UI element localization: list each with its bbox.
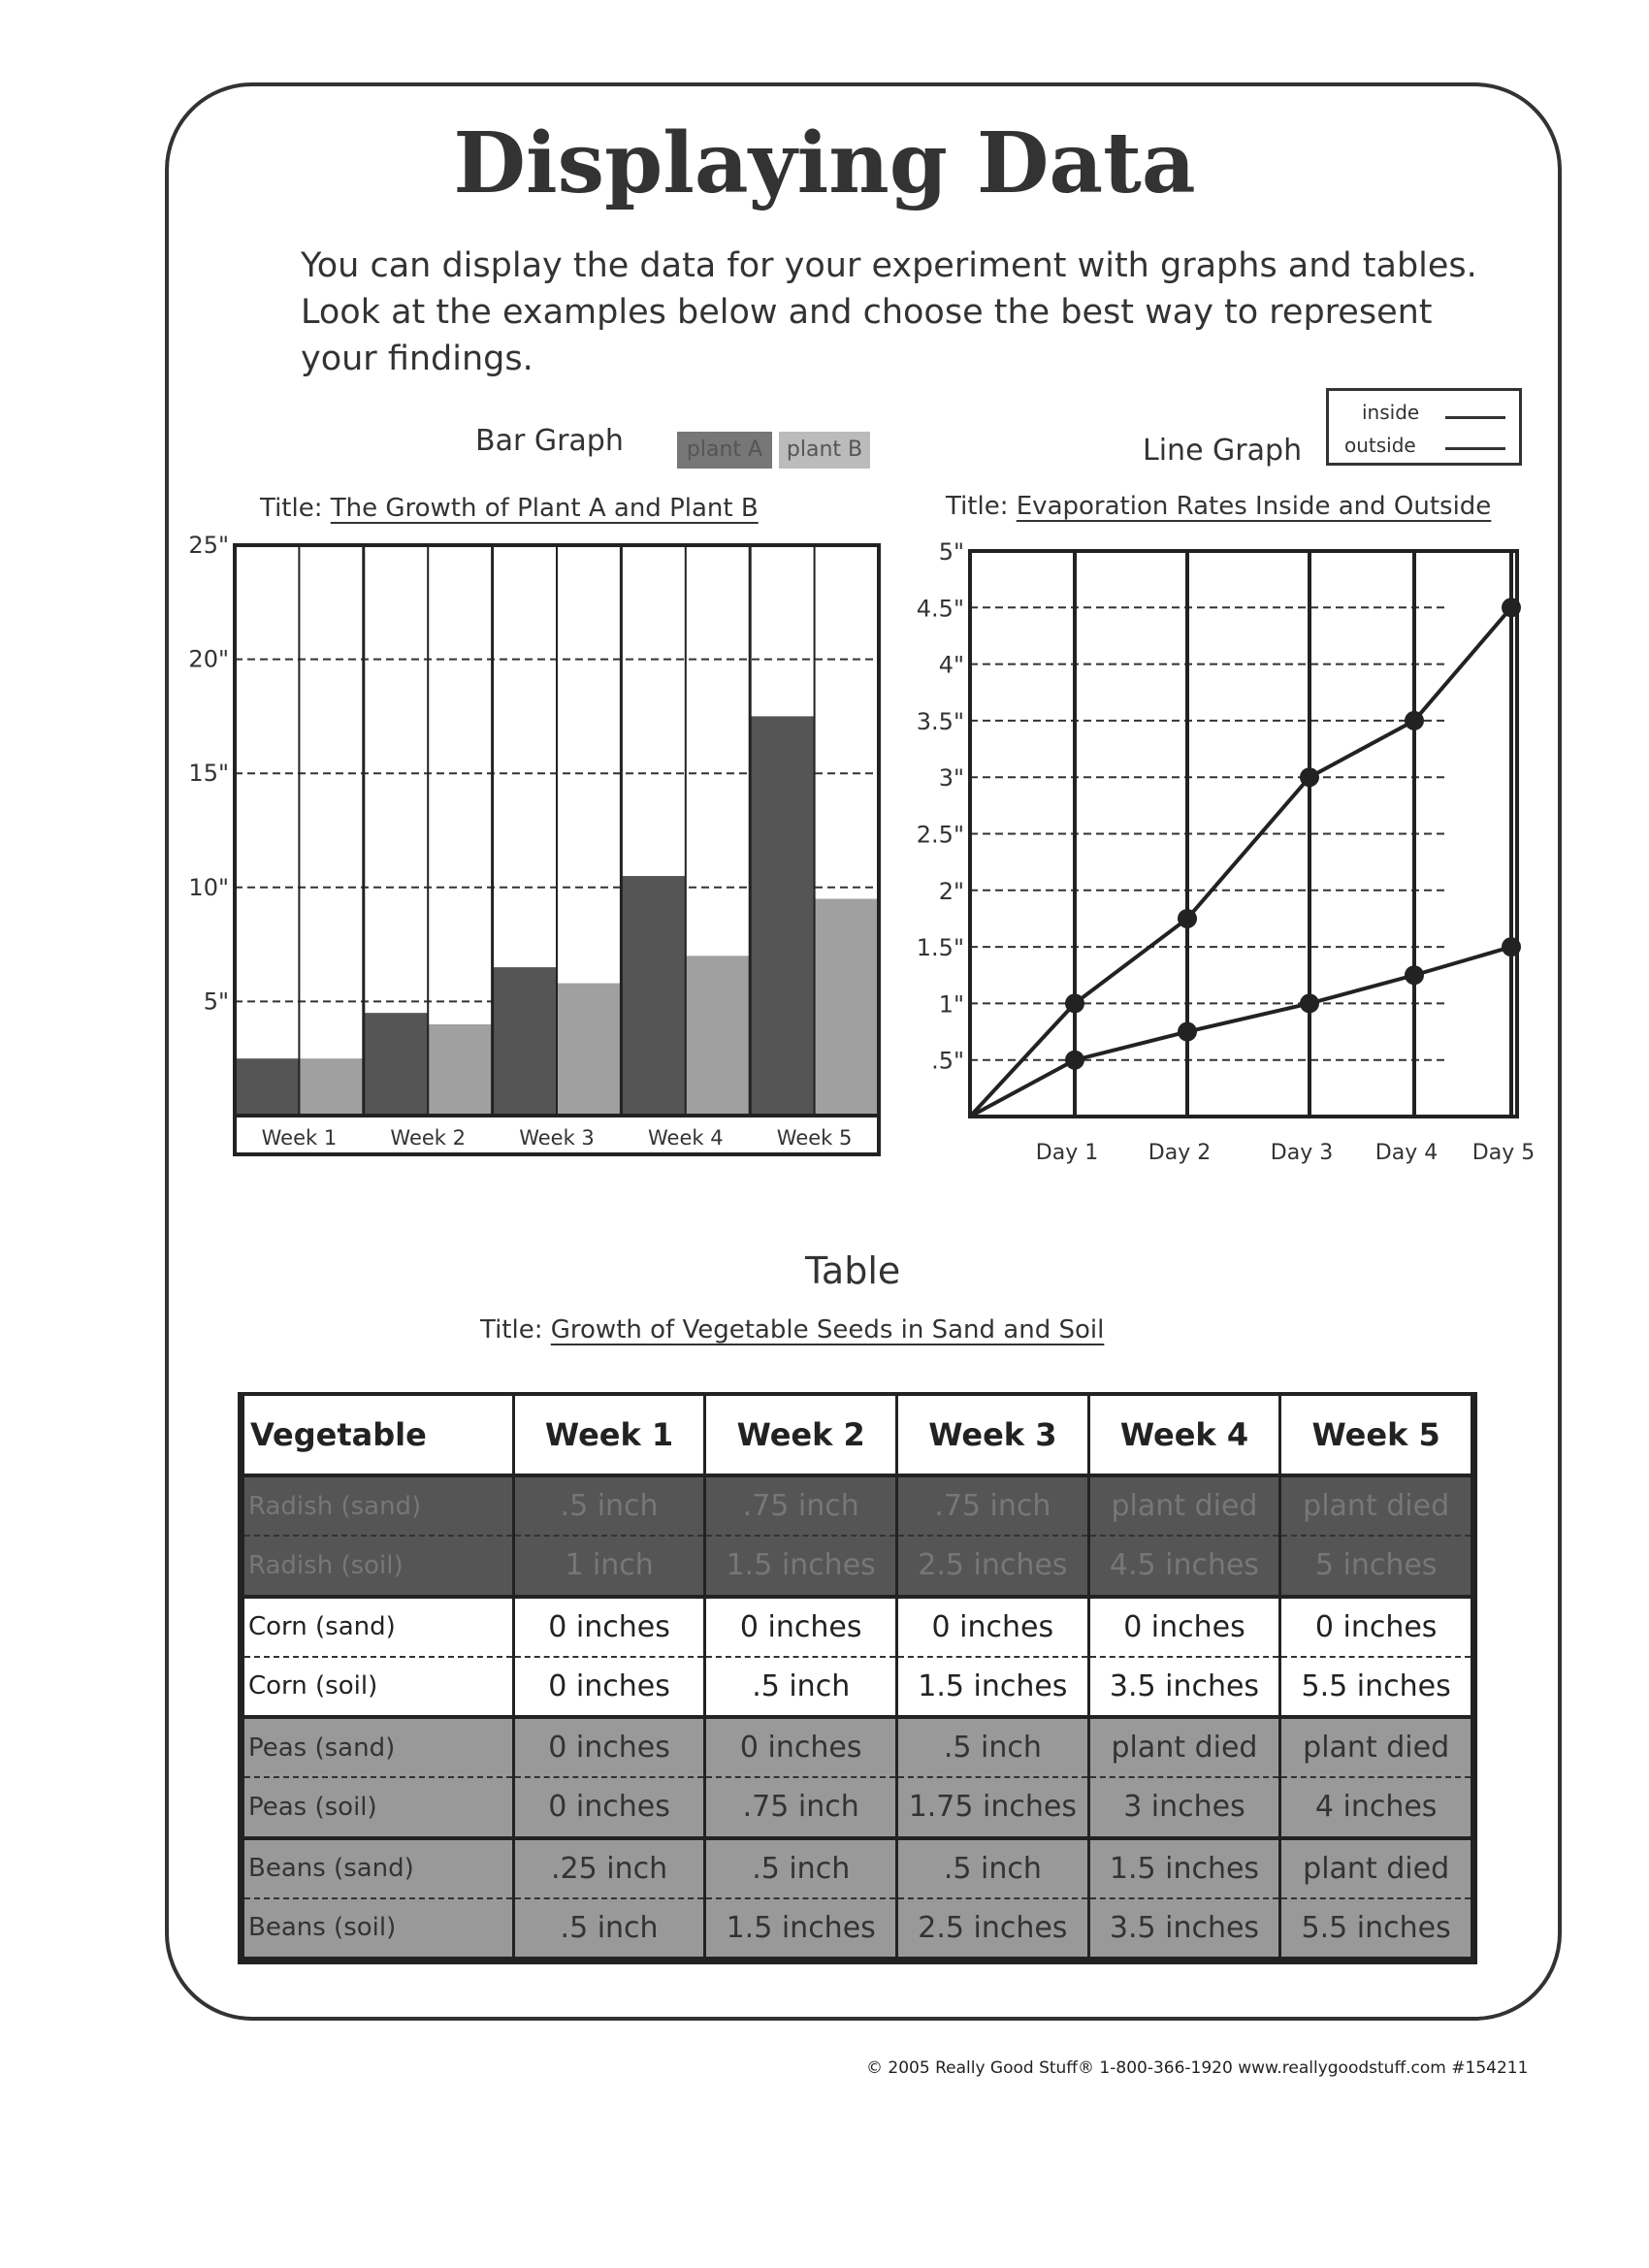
table-cell: 5 inches [1280,1536,1472,1596]
legend-inside-line [1445,416,1505,419]
bar-x-tick-label: Week 3 [519,1126,595,1150]
line-graph-legend [1326,388,1522,466]
table-cell: .25 inch [513,1838,705,1898]
data-table [238,1392,1477,1964]
line-series-inside [970,607,1511,1117]
table-cell: .75 inch [705,1475,897,1536]
table-row [243,1597,1472,1657]
line-y-tick-label: 3" [938,764,964,793]
line-point-outside [1178,1022,1197,1042]
table-cell: Corn (sand) [243,1597,514,1657]
table-cell: 0 inches [1280,1597,1472,1657]
table-cell: 0 inches [513,1597,705,1657]
table-row [243,1838,1472,1898]
table-cell: plant died [1088,1475,1280,1536]
legend-outside-line [1445,447,1505,450]
bar-plant-a [235,1058,299,1116]
line-x-tick-label: Day 5 [1471,1141,1536,1165]
table-row [243,1898,1472,1959]
bar-graph-title-text: The Growth of Plant A and Plant B [330,494,759,523]
table-cell: .5 inch [705,1838,897,1898]
line-point-inside [1300,767,1319,787]
table-cell: Peas (sand) [243,1717,514,1777]
bar-y-tick-label: 10" [188,873,229,901]
line-y-tick-label: 4" [938,651,964,679]
legend-outside-label: outside [1344,434,1416,457]
table-title-prefix: Title: [480,1315,543,1345]
bar-plant-a [493,967,557,1116]
table-cell: .5 inch [897,1717,1089,1777]
bar-plant-b [686,956,750,1116]
footer-credit: © 2005 Really Good Stuff® 1-800-366-1920 www.reallygoodstuff.com #154211 [866,2058,1529,2078]
bar-graph-title [260,494,759,523]
table-title [480,1315,1104,1345]
table-cell: 2.5 inches [897,1898,1089,1959]
bar-plant-a [750,716,814,1116]
table-cell: 1 inch [513,1536,705,1596]
table-row [243,1717,1472,1777]
line-point-inside [1405,711,1424,730]
table-cell: 3.5 inches [1088,1898,1280,1959]
line-x-tick-label: Day 3 [1270,1141,1334,1165]
table-cell: 5.5 inches [1280,1898,1472,1959]
bar-plant-a [621,876,685,1116]
table-header-cell: Week 5 [1280,1396,1472,1475]
vegetable-table [242,1396,1473,1960]
line-y-tick-label: 1.5" [916,934,964,962]
line-y-tick-label: 5" [938,538,964,566]
table-row [243,1777,1472,1837]
bar-x-tick-label: Week 2 [390,1126,466,1150]
table-cell: 0 inches [705,1717,897,1777]
table-cell: .5 inch [513,1898,705,1959]
line-point-inside [1065,993,1084,1013]
table-header-row [243,1396,1472,1475]
table-heading: Table [805,1249,901,1292]
table-cell: 1.5 inches [897,1657,1089,1717]
table-row [243,1536,1472,1596]
table-cell: 0 inches [513,1717,705,1777]
bar-x-tick-label: Week 4 [648,1126,724,1150]
line-y-tick-label: 3.5" [916,707,964,735]
table-cell: 3.5 inches [1088,1657,1280,1717]
line-chart [902,534,1562,1193]
table-cell: plant died [1280,1475,1472,1536]
line-point-outside [1405,965,1424,985]
line-point-outside [1065,1051,1084,1070]
table-cell: 0 inches [1088,1597,1280,1657]
table-cell: Radish (sand) [243,1475,514,1536]
table-header-cell: Week 4 [1088,1396,1280,1475]
table-cell: 1.5 inches [705,1536,897,1596]
table-cell: .5 inch [513,1475,705,1536]
line-graph-heading: Line Graph [1143,434,1303,468]
table-cell: 0 inches [513,1777,705,1837]
bar-plant-b [557,984,621,1116]
table-cell: plant died [1280,1717,1472,1777]
table-cell: 3 inches [1088,1777,1280,1837]
bar-chart [175,534,892,1174]
table-cell: .75 inch [897,1475,1089,1536]
table-row [243,1475,1472,1536]
line-graph-title-prefix: Title: [946,492,1009,521]
table-cell: Corn (soil) [243,1657,514,1717]
line-point-outside [1502,937,1521,956]
bar-y-tick-label: 15" [188,760,229,788]
table-cell: 4 inches [1280,1777,1472,1837]
table-row [243,1657,1472,1717]
table-cell: 1.75 inches [897,1777,1089,1837]
table-cell: 5.5 inches [1280,1657,1472,1717]
line-point-inside [1502,598,1521,617]
table-cell: Radish (soil) [243,1536,514,1596]
bar-graph-title-prefix: Title: [260,494,323,523]
table-cell: plant died [1088,1717,1280,1777]
table-cell: 0 inches [705,1597,897,1657]
bar-plant-b [299,1058,363,1116]
legend-inside-label: inside [1362,401,1420,424]
bar-y-tick-label: 20" [188,645,229,673]
table-cell: 1.5 inches [1088,1838,1280,1898]
table-cell: 4.5 inches [1088,1536,1280,1596]
table-cell: 0 inches [513,1657,705,1717]
intro-text: You can display the data for your experiment with graphs and tables. Look at the examples below and choose the best way to represent your findings. [301,246,1477,378]
table-cell: .75 inch [705,1777,897,1837]
bar-x-tick-label: Week 1 [261,1126,338,1150]
bar-plant-b [428,1024,492,1116]
table-cell: 2.5 inches [897,1536,1089,1596]
table-header-cell: Week 2 [705,1396,897,1475]
line-graph-title-text: Evaporation Rates Inside and Outside [1016,492,1492,521]
table-header-cell: Vegetable [243,1396,514,1475]
line-y-tick-label: 2.5" [916,821,964,849]
line-y-tick-label: 1" [938,990,964,1019]
table-cell: 0 inches [897,1597,1089,1657]
table-cell: Peas (soil) [243,1777,514,1837]
line-y-tick-label: 4.5" [916,595,964,623]
table-cell: .5 inch [705,1657,897,1717]
table-cell: .5 inch [897,1838,1089,1898]
line-point-outside [1300,993,1319,1013]
table-header-cell: Week 1 [513,1396,705,1475]
line-x-tick-label: Day 4 [1374,1141,1439,1165]
table-title-text: Growth of Vegetable Seeds in Sand and Soil [550,1315,1105,1345]
table-cell: Beans (sand) [243,1838,514,1898]
bar-y-tick-label: 5" [203,988,229,1016]
legend-plant-b: plant B [779,432,870,469]
table-header-cell: Week 3 [897,1396,1089,1475]
bar-x-tick-label: Week 5 [776,1126,853,1150]
line-x-tick-label: Day 2 [1148,1141,1212,1165]
table-cell: plant died [1280,1838,1472,1898]
line-point-inside [1178,909,1197,928]
bar-plant-a [364,1013,428,1116]
bar-graph-heading: Bar Graph [475,424,624,458]
table-cell: Beans (soil) [243,1898,514,1959]
table-cell: 1.5 inches [705,1898,897,1959]
bar-y-tick-label: 25" [188,534,229,559]
legend-plant-a: plant A [677,432,772,469]
line-x-tick-label: Day 1 [1035,1141,1099,1165]
bar-plant-b [815,899,879,1116]
line-graph-title [946,492,1491,521]
line-y-tick-label: .5" [931,1047,964,1075]
page-title: Displaying Data [453,114,1196,212]
line-y-tick-label: 2" [938,877,964,905]
